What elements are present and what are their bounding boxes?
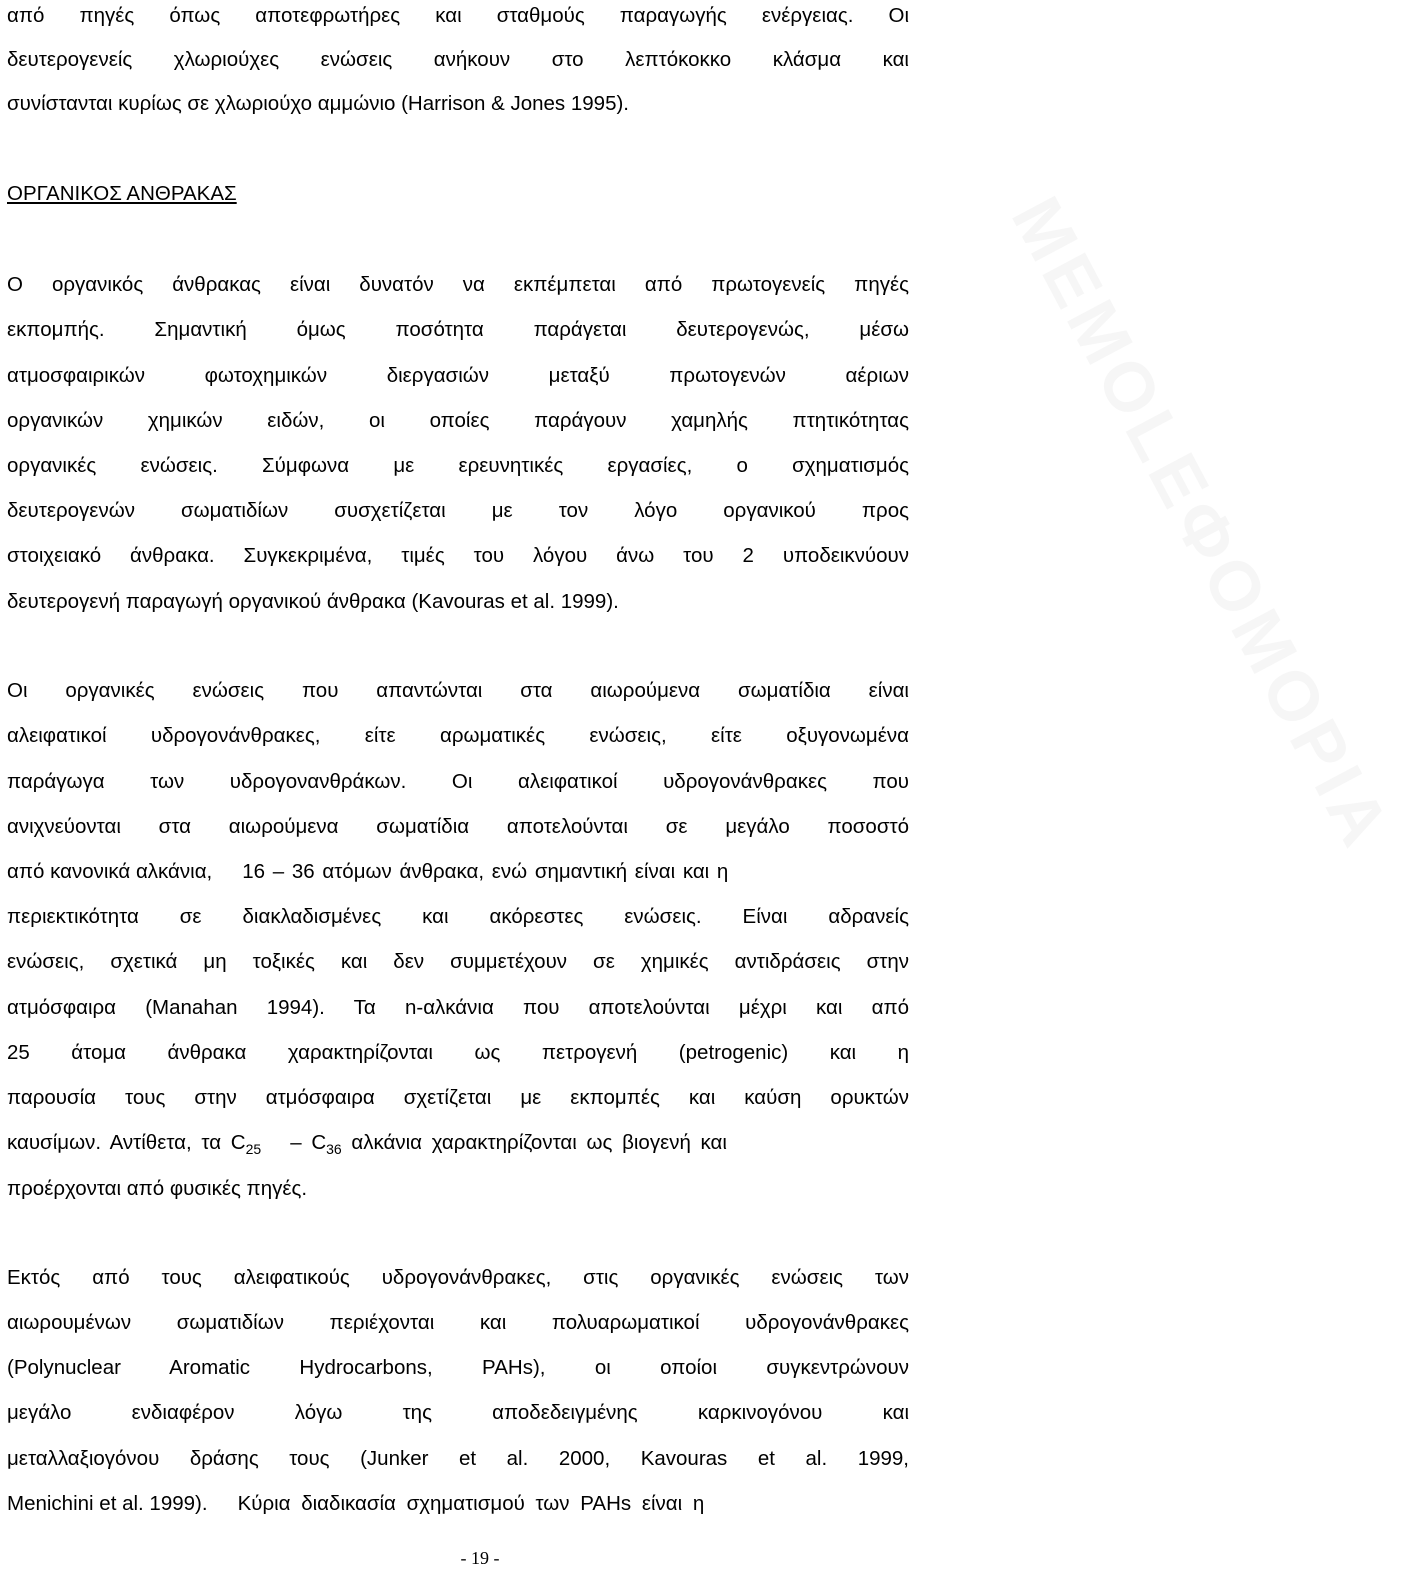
text-line: ενώσεις, σχετικά μη τοξικές και δεν συμμετέχουν σε χημικές αντιδράσεις στην	[7, 950, 909, 973]
text-line: μεταλλαξιογόνου δράσης τους (Junker et al. 2000, Kavouras et al. 1999,	[7, 1447, 909, 1470]
text-line: παρουσία τους στην ατμόσφαιρα σχετίζεται με εκπομπές και καύση ορυκτών	[7, 1086, 909, 1109]
text-line: εκπομπής. Σημαντική όμως ποσότητα παράγεται δευτερογενώς, μέσω	[7, 318, 909, 341]
text-line: ατμόσφαιρα (Manahan 1994). Τα n-αλκάνια που αποτελούνται μέχρι και από	[7, 996, 909, 1019]
text-line: δευτερογενείς χλωριούχες ενώσεις ανήκουν στο λεπτόκοκκο κλάσμα και	[7, 48, 909, 71]
text-line: δευτερογενών σωματιδίων συσχετίζεται με τον λόγο οργανικού προς	[7, 499, 909, 522]
text-line: αλειφατικοί υδρογονάνθρακες, είτε αρωματικές ενώσεις, είτε οξυγονωμένα	[7, 724, 909, 747]
text-line: μεγάλο ενδιαφέρον λόγω της αποδεδειγμένης καρκινογόνου και	[7, 1401, 909, 1424]
text-line: προέρχονται από φυσικές πηγές.	[7, 1177, 308, 1200]
text-line: δευτερογενή παραγωγή οργανικού άνθρακα (Kavouras et al. 1999).	[7, 590, 619, 613]
text-line: (Polynuclear Aromatic Hydrocarbons, PAHs), οι οποίοι συγκεντρώνουν	[7, 1356, 909, 1379]
watermark: MEMOLEΦOMOPIA	[996, 184, 1407, 863]
text-line: από πηγές όπως αποτεφρωτήρες και σταθμούς παραγωγής ενέργειας. Οι	[7, 4, 909, 27]
text-line: οργανικών χημικών ειδών, οι οποίες παράγουν χαμηλής πτητικότητας	[7, 409, 909, 432]
text-line: αιωρουμένων σωματιδίων περιέχονται και πολυαρωματικοί υδρογονάνθρακες	[7, 1311, 909, 1334]
text-line: Ο οργανικός άνθρακας είναι δυνατόν να εκπέμπεται από πρωτογενείς πηγές	[7, 273, 909, 296]
subscript: 25	[245, 1141, 262, 1158]
text-line: ατμοσφαιρικών φωτοχημικών διεργασιών μεταξύ πρωτογενών αέριων	[7, 364, 909, 387]
text-line: 25 άτομα άνθρακα χαρακτηρίζονται ως πετρογενή (petrogenic) και η	[7, 1041, 909, 1064]
text-line: Εκτός από τους αλειφατικούς υδρογονάνθρακες, στις οργανικές ενώσεις των	[7, 1266, 909, 1289]
text-segment: – C	[290, 1131, 327, 1154]
text-segment: Κύρια διαδικασία σχηματισμού των PAHs είναι η	[237, 1492, 705, 1515]
text-segment: από κανονικά αλκάνια,	[7, 860, 213, 883]
text-line: Οι οργανικές ενώσεις που απαντώνται στα αιωρούμενα σωματίδια είναι	[7, 679, 909, 702]
text-line: συνίστανται κυρίως σε χλωριούχο αμμώνιο (Harrison & Jones 1995).	[7, 92, 629, 115]
text-segment: καυσίμων. Αντίθετα, τα C	[7, 1131, 246, 1154]
text-line: ανιχνεύονται στα αιωρούμενα σωματίδια αποτελούνται σε μεγάλο ποσοστό	[7, 815, 909, 838]
text-segment: Menichini et al. 1999).	[7, 1492, 208, 1515]
text-line: παράγωγα των υδρογονανθράκων. Οι αλειφατικοί υδρογονάνθρακες που	[7, 770, 909, 793]
text-line	[7, 860, 909, 884]
text-line: περιεκτικότητα σε διακλαδισμένες και ακόρεστες ενώσεις. Είναι αδρανείς	[7, 905, 909, 928]
text-segment: 16 – 36 ατόμων άνθρακα, ενώ σημαντική είναι και η	[242, 860, 729, 883]
section-heading: ΟΡΓΑΝΙΚΟΣ ΑΝΘΡΑΚΑΣ	[7, 182, 237, 205]
text-line: οργανικές ενώσεις. Σύμφωνα με ερευνητικές εργασίες, ο σχηματισμός	[7, 454, 909, 477]
text-line	[7, 1492, 909, 1516]
text-line	[7, 1131, 909, 1157]
text-segment: αλκάνια χαρακτηρίζονται ως βιογενή και	[351, 1131, 727, 1154]
page-number: - 19 -	[460, 1548, 500, 1568]
text-line: στοιχειακό άνθρακα. Συγκεκριμένα, τιμές του λόγου άνω του 2 υποδεικνύουν	[7, 544, 909, 567]
subscript: 36	[326, 1141, 342, 1158]
